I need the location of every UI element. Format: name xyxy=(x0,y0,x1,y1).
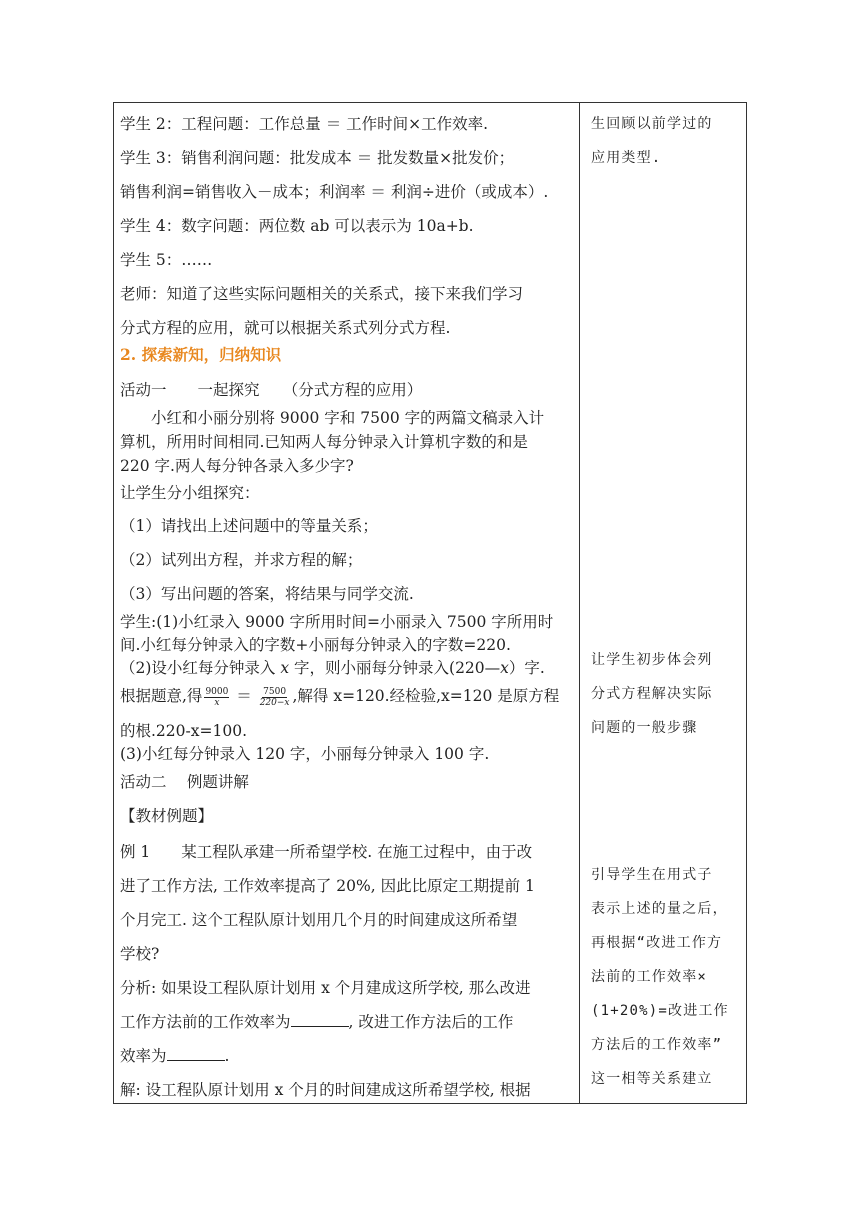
group-task-intro: 让学生分小组探究： xyxy=(120,484,260,502)
note-line-10: (1+20%)=改进工作 xyxy=(591,1003,729,1019)
example-line-3: 个月完工. 这个工程队原计划用几个月的时间建成这所希望 xyxy=(120,911,518,929)
note-line-1: 生回顾以前学过的 xyxy=(591,116,713,132)
section-heading: 2. 探索新知，归纳知识 xyxy=(120,345,282,364)
teacher-line-1: 老师：知道了这些实际问题相关的关系式，接下来我们学习 xyxy=(120,285,524,303)
note-line-2: 应用类型. xyxy=(591,150,662,166)
task-1: （1）请找出上述问题中的等量关系； xyxy=(120,517,378,535)
textbook-example-label: 【教材例题】 xyxy=(120,807,214,825)
main-content-column xyxy=(114,103,579,1103)
fraction-9000-over-x: $\frac{9000}{x}$ xyxy=(205,686,229,708)
fraction-7500-over-220-minus-x: $\frac{7500}{220-x}$ xyxy=(259,686,290,708)
equation-line: 根据题意,得 $\frac{9000}{x}$ ＝ $\frac{7500}{220-x}$ ,解得 x=120.经检验,x=120 是原方程 xyxy=(120,686,560,708)
example-line-4: 学校? xyxy=(120,945,160,963)
fill-blank-1 xyxy=(291,1012,349,1027)
answer-line-2: 间.小红每分钟录入的字数+小丽每分钟录入的字数=220. xyxy=(120,636,511,654)
problem-line-1: 小红和小丽分别将 9000 字和 7500 字的两篇文稿录入计 xyxy=(120,409,545,427)
note-line-9: 法前的工作效率× xyxy=(591,969,708,985)
notes-column xyxy=(580,103,746,1103)
activity-1-title: 活动一 一起探究 （分式方程的应用） xyxy=(120,381,423,399)
problem-line-2: 算机，所用时间相同.已知两人每分钟录入计算机字数的和是 xyxy=(120,433,528,451)
note-line-8: 再根据“改进工作方 xyxy=(591,935,723,951)
lesson-table xyxy=(113,102,747,1104)
analysis-line-1: 分析: 如果设工程队原计划用 x 个月建成这所学校, 那么改进 xyxy=(120,979,531,997)
activity-2-title: 活动二 例题讲解 xyxy=(120,773,249,791)
student-3-line: 学生 3：销售利润问题：批发成本 ＝ 批发数量×批发价； xyxy=(120,149,515,167)
note-line-4: 分式方程解决实际 xyxy=(591,686,713,702)
fill-blank-2 xyxy=(167,1046,225,1061)
note-line-6: 引导学生在用式子 xyxy=(591,867,713,883)
answer-line-5: 的根.220-x=100. xyxy=(120,722,247,740)
problem-line-3: 220 字.两人每分钟各录入多少字? xyxy=(120,457,354,475)
teacher-line-2: 分式方程的应用，就可以根据关系式列分式方程. xyxy=(120,319,451,337)
solution-line: 解: 设工程队原计划用 x 个月的时间建成这所希望学校, 根据 xyxy=(120,1081,531,1099)
answer-line-6: (3)小红每分钟录入 120 字，小丽每分钟录入 100 字. xyxy=(120,745,490,763)
example-line-2: 进了工作方法, 工作效率提高了 20%, 因此比原定工期提前 1 xyxy=(120,877,535,895)
student-2-line: 学生 2：工程问题：工作总量 ＝ 工作时间×工作效率. xyxy=(120,115,489,133)
note-line-3: 让学生初步体会列 xyxy=(591,652,713,668)
note-line-11: 方法后的工作效率” xyxy=(591,1037,723,1053)
analysis-line-3: 效率为 . xyxy=(120,1047,230,1065)
note-line-7: 表示上述的量之后， xyxy=(591,901,728,917)
example-line-1: 例 1 某工程队承建一所希望学校. 在施工过程中，由于改 xyxy=(120,843,533,861)
task-2: （2）试列出方程，并求方程的解； xyxy=(120,551,363,569)
profit-formula-line: 销售利润=销售收入－成本；利润率 ＝ 利润÷进价（或成本）. xyxy=(120,183,549,201)
note-line-12: 这一相等关系建立 xyxy=(591,1071,713,1087)
answer-line-3: （2)设小红每分钟录入 x 字，则小丽每分钟录入(220—x）字. xyxy=(120,659,545,677)
answer-line-1: 学生:(1)小红录入 9000 字所用时间=小丽录入 7500 字所用时 xyxy=(120,613,554,631)
analysis-line-2: 工作方法前的工作效率为 , 改进工作方法后的工作 xyxy=(120,1013,514,1031)
student-5-line: 学生 5：…… xyxy=(120,251,213,269)
student-4-line: 学生 4：数字问题：两位数 ab 可以表示为 10a+b. xyxy=(120,217,474,235)
task-3: （3）写出问题的答案，将结果与同学交流. xyxy=(120,585,414,603)
note-line-5: 问题的一般步骤 xyxy=(591,720,698,736)
